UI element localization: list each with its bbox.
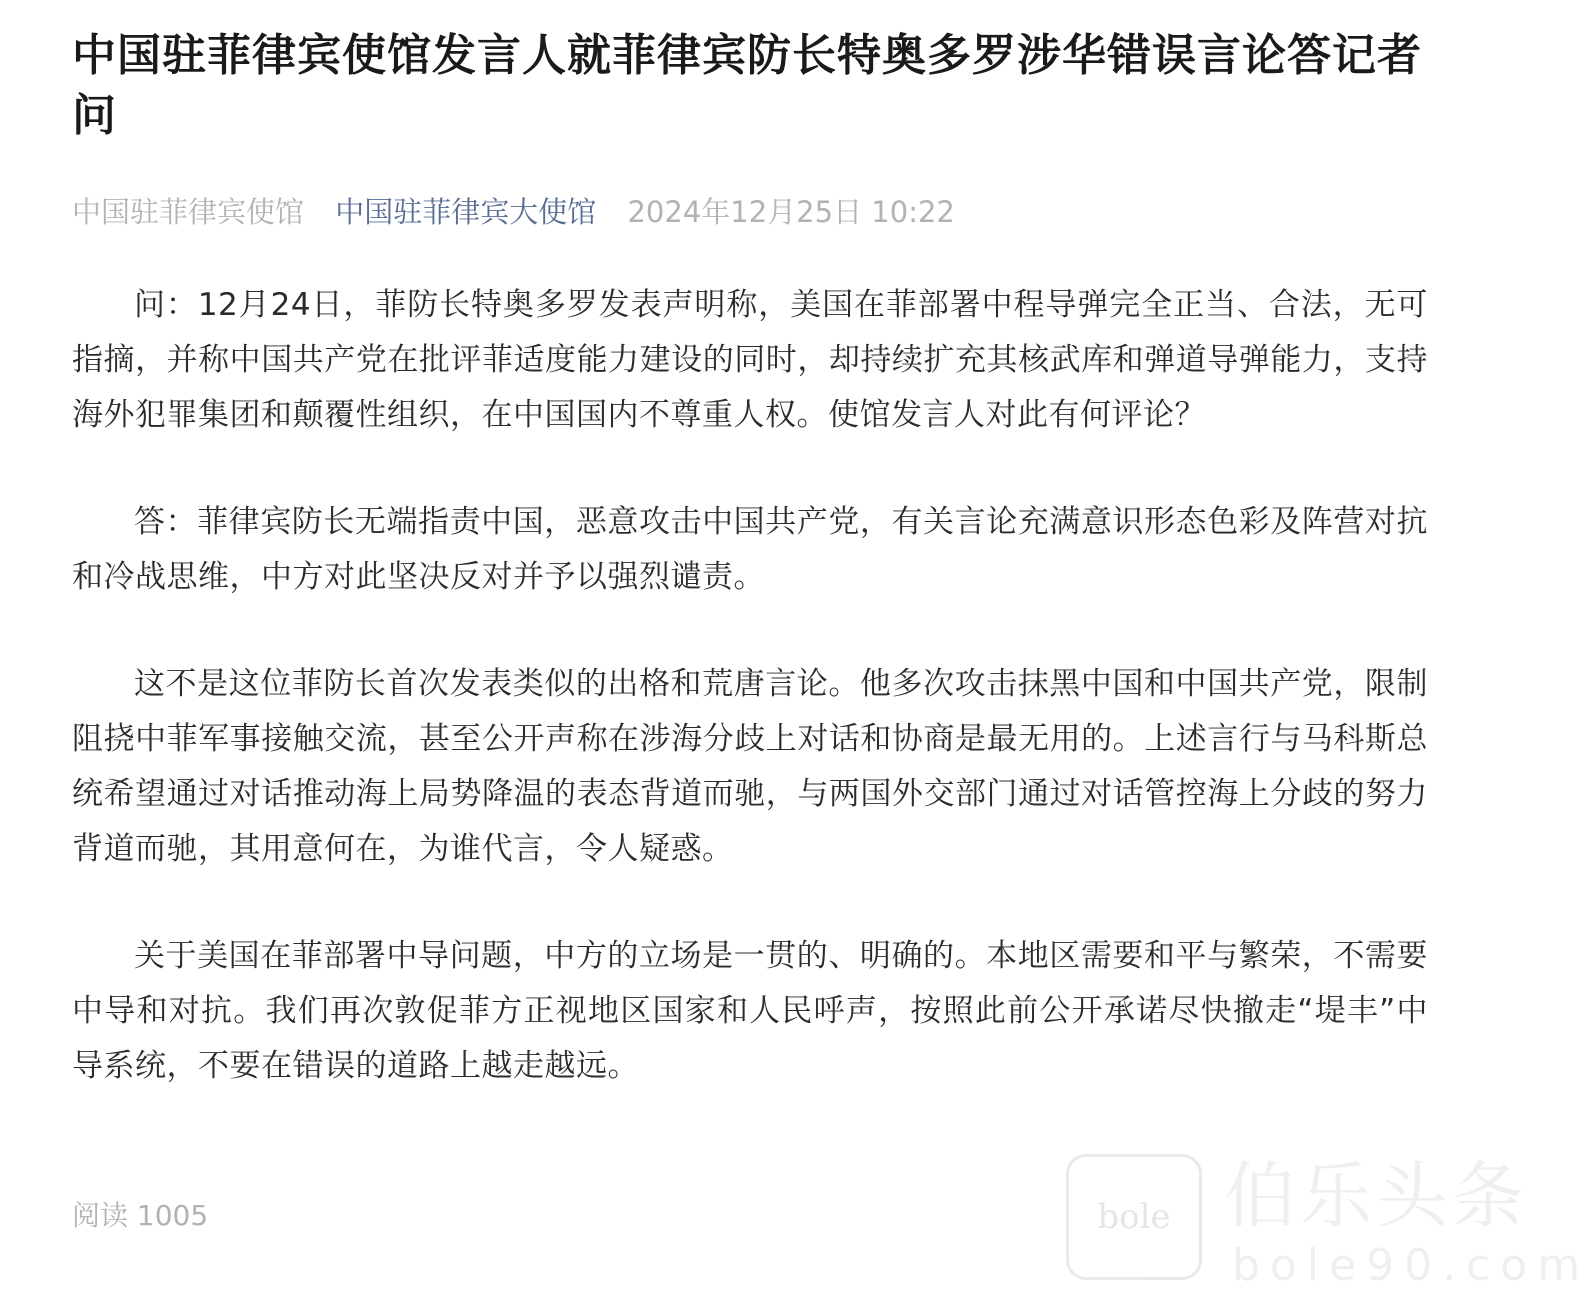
article-body: [72, 278, 1428, 1094]
author-name: 中国驻菲律宾使馆: [72, 195, 305, 229]
paragraph-body: 这不是这位菲防长首次发表类似的出格和荒唐言论。他多次攻击抹黑中国和中国共产党，限制阻挠中菲军事接触交流，甚至公开声称在涉海分歧上对话和协商是最无用的。上述言行与马科斯总统希望通过对话推动海上局势降温的表态背道而驰，与两国外交部门通过对话管控海上分歧的努力背道而驰，其用意何在，为谁代言，令人疑惑。: [72, 666, 1428, 867]
paragraph-question: 问：12月24日，菲防长特奥多罗发表声明称，美国在菲部署中程导弹完全正当、合法，无可指摘，并称中国共产党在批评菲适度能力建设的同时，却持续扩充其核武库和弹道导弹能力，支持海外犯罪集团和颠覆性组织，在中国国内不尊重人权。使馆发言人对此有何评论？: [72, 287, 1428, 433]
watermark-logo: bole: [1066, 1154, 1202, 1280]
watermark-url: bole90.com: [1232, 1240, 1590, 1291]
account-link[interactable]: 中国驻菲律宾大使馆: [335, 195, 597, 229]
paragraph-conclusion: 关于美国在菲部署中导问题，中方的立场是一贯的、明确的。本地区需要和平与繁荣，不需要中导和对抗。我们再次敦促菲方正视地区国家和人民呼声，按照此前公开承诺尽快撤走“堤丰”中导系统，不要在错误的道路上越走越远。: [72, 938, 1428, 1084]
watermark-name: 伯乐头条: [1224, 1154, 1529, 1238]
publish-datetime: 2024年12月25日 10:22: [627, 195, 955, 229]
read-count: 阅读 1005: [72, 1199, 209, 1232]
article: [72, 26, 1428, 1146]
watermark: [1066, 1150, 1590, 1292]
article-meta: [72, 192, 1428, 232]
article-title: 中国驻菲律宾使馆发言人就菲律宾防长特奥多罗涉华错误言论答记者问: [72, 30, 1422, 141]
paragraph-answer: 答：菲律宾防长无端指责中国，恶意攻击中国共产党，有关言论充满意识形态色彩及阵营对抗和冷战思维，中方对此坚决反对并予以强烈谴责。: [72, 504, 1428, 595]
